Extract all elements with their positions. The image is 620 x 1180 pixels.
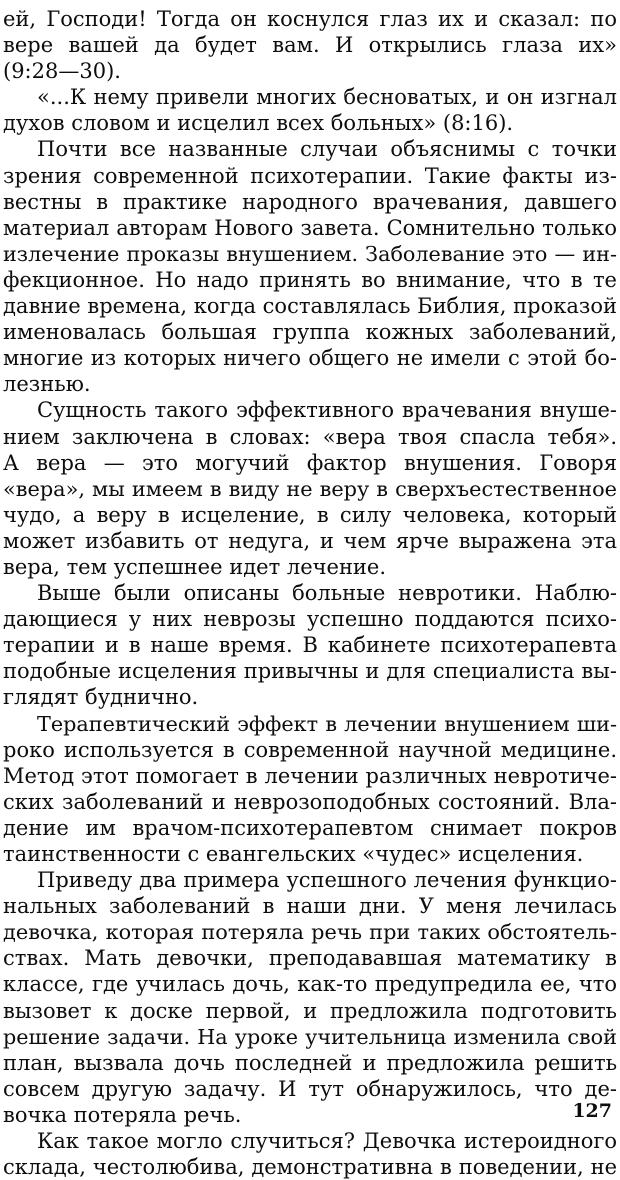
text-line: чудо, а веру в исцеление, в силу человека, который: [3, 502, 617, 527]
text-line: Сущность такого эффективного врачевания внуше-: [37, 398, 617, 423]
text-line: фекционное. Но надо принять во внимание, что в те: [3, 267, 617, 292]
text-line: склада, честолюбива, демонстративна в поведении, не: [3, 1155, 617, 1180]
text-line: «...К нему привели многих бесноватых, и он изгнал: [37, 85, 617, 110]
text-line: ей, Господи! Тогда он коснулся глаз их и сказал: по: [3, 7, 617, 31]
text-line: дающиеся у них неврозы успешно поддаются психо-: [3, 607, 617, 632]
text-line: Выше были описаны больные невротики. Наблю-: [37, 581, 617, 606]
text-line: материал авторам Нового завета. Сомнительно только: [3, 215, 617, 240]
text-line: лезнью.: [3, 372, 91, 397]
text-line: Приведу два примера успешного лечения функцио-: [37, 868, 617, 893]
text-line: Терапевтический эффект в лечении внушением ши-: [37, 711, 617, 736]
text-line: давние времена, когда составлялась Библия, проказой: [3, 294, 617, 319]
text-line: «вера», мы имеем в виду не веру в сверхъестественное: [3, 476, 617, 501]
page-number: 127: [572, 1100, 612, 1122]
text-line: зрения современной психотерапии. Такие факты из-: [3, 163, 617, 188]
text-line: Метод этот помогает в лечении различных невротиче-: [3, 763, 617, 788]
text-line: Почти все названные случаи объяснимы с точки: [37, 137, 617, 162]
text-line: девочка, которая потеряла речь при таких обстоятель-: [3, 920, 617, 945]
text-line: терапии и в наше время. В кабинете психотерапевта: [3, 633, 617, 658]
text-line: вера, тем успешнее идет лечение.: [3, 554, 387, 579]
text-line: А вера — это могучий фактор внушения. Говоря: [3, 450, 617, 475]
text-line: ских заболеваний и неврозоподобных состояний. Вла-: [3, 789, 617, 814]
text-line: вызовет к доске первой, и предложила подготовить: [3, 998, 617, 1023]
text-line: духов словом и исцелил всех больных» (8:16).: [3, 111, 514, 136]
text-line: может избавить от недуга, и чем ярче выражена эта: [3, 528, 617, 553]
text-line: ствах. Мать девочки, преподававшая математику в: [3, 946, 617, 971]
text-line: подобные исцеления привычны и для специалиста вы-: [3, 659, 617, 684]
text-line: решение задачи. На уроке учительница изменила свой: [3, 1024, 617, 1049]
text-line: излечение проказы внушением. Заболевание это — ин-: [3, 241, 617, 266]
text-line: многие из которых ничего общего не имели с этой бо-: [3, 346, 617, 371]
text-line: роко используется в современной научной медицине.: [3, 737, 617, 762]
text-line: нием заключена в словах: «вера твоя спасла тебя».: [3, 424, 617, 449]
text-line: вочка потеряла речь.: [3, 1102, 242, 1127]
text-line: нальных заболеваний в наши дни. У меня лечилась: [3, 894, 617, 919]
text-line: план, вызвала дочь последней и предложила решить: [3, 1050, 617, 1075]
text-line: классе, где училась дочь, как-то предупредила ее, что: [3, 972, 617, 997]
text-line: вере вашей да будет вам. И открылись глаза их»: [3, 33, 617, 58]
text-line: именовалась большая группа кожных заболеваний,: [3, 320, 617, 345]
text-line: совсем другую задачу. И тут обнаружилось, что де-: [3, 1076, 617, 1101]
text-line: таинственности с евангельских «чудес» исцеления.: [3, 842, 584, 866]
text-line: Как такое могло случиться? Девочка истероидного: [37, 1129, 617, 1154]
body-text: [3, 6, 617, 1180]
text-line: дение им врачом-психотерапевтом снимает покров: [3, 815, 617, 840]
text-line: (9:28—30).: [3, 59, 121, 84]
text-line: глядят буднично.: [3, 685, 199, 710]
text-line: вестны в практике народного врачевания, давшего: [3, 189, 617, 214]
